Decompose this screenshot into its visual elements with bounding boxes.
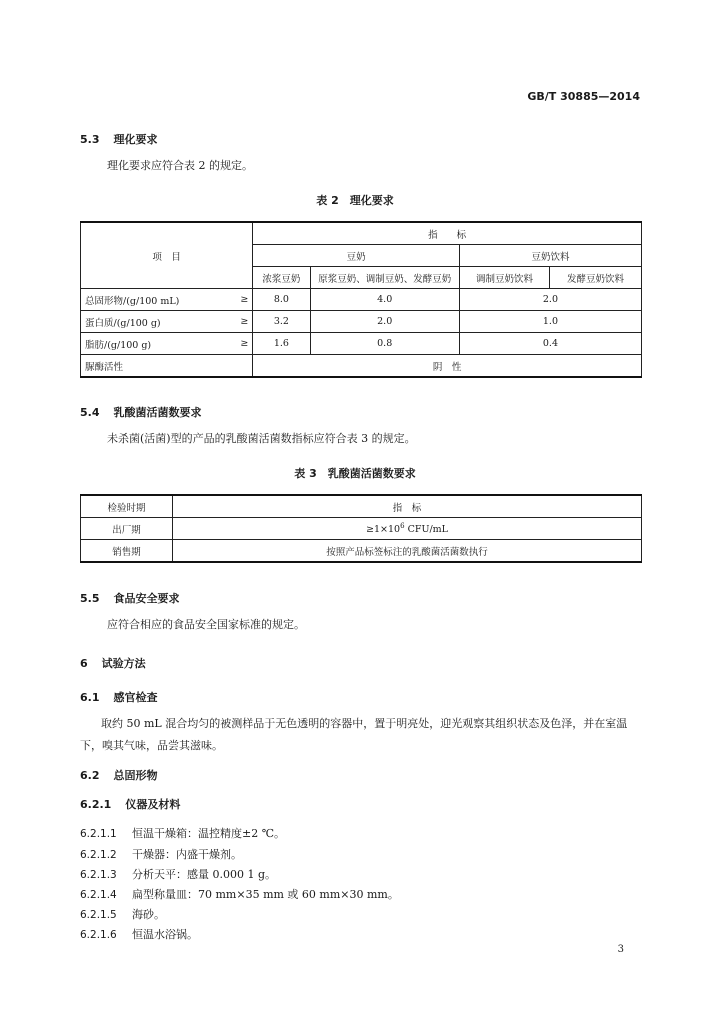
- table-2-caption: 表 2 理化要求: [316, 194, 394, 207]
- section-5-5-heading: [80, 590, 180, 606]
- section-title: 仪器及材料: [125, 798, 181, 811]
- value-exponent: 6: [400, 521, 405, 530]
- section-number: 5.5: [80, 592, 100, 605]
- row-item: 蛋白质/(g/100 g): [81, 311, 231, 333]
- cell-value: 0.8: [310, 333, 459, 355]
- section-6-1-heading: [80, 689, 158, 705]
- section-title: 乳酸菌活菌数要求: [113, 406, 202, 419]
- cell-value: 阴 性: [253, 355, 642, 378]
- section-number: 6.2: [80, 769, 100, 782]
- section-title: 理化要求: [113, 133, 158, 146]
- group-header-drink: 豆奶饮料: [459, 245, 641, 267]
- section-number: 6: [80, 657, 88, 670]
- cell-value: 4.0: [310, 289, 459, 311]
- cell-value: 1.0: [459, 311, 641, 333]
- list-item: [80, 886, 399, 902]
- item-text: 海砂。: [132, 908, 165, 921]
- table-row: [81, 518, 642, 540]
- section-title: 感官检查: [113, 691, 158, 704]
- item-number: 6.2.1.3: [80, 869, 117, 881]
- item-number: 6.2.1.2: [80, 849, 117, 861]
- list-item: [80, 866, 276, 882]
- cell-value: 2.0: [459, 289, 641, 311]
- standard-code: GB/T 30885—2014: [527, 90, 640, 103]
- item-number: 6.2.1.4: [80, 889, 117, 901]
- table-row: [81, 289, 642, 311]
- ge-symbol: ≥: [231, 289, 253, 311]
- period-cell: 出厂期: [81, 518, 173, 540]
- list-item: [80, 926, 198, 942]
- section-title: 总固形物: [113, 769, 158, 782]
- value-cell: 按照产品标签标注的乳酸菌活菌数执行: [173, 540, 642, 563]
- sub-col-header: 浓浆豆奶: [253, 267, 310, 289]
- value-cell: [173, 518, 642, 540]
- group-header-soymilk: 豆奶: [253, 245, 460, 267]
- value-prefix: ≥1×10: [366, 524, 401, 536]
- section-number: 5.4: [80, 406, 100, 419]
- ge-symbol: ≥: [231, 333, 253, 355]
- table-3: [80, 494, 642, 563]
- row-item: 脲酶活性: [81, 355, 253, 378]
- row-item: 脂肪/(g/100 g): [81, 333, 231, 355]
- item-number: 6.2.1.6: [80, 929, 117, 941]
- table-row: [81, 311, 642, 333]
- item-text: 扁型称量皿：70 mm×35 mm 或 60 mm×30 mm。: [132, 888, 399, 901]
- section-number: 5.3: [80, 133, 100, 146]
- section-5-5-text: 应符合相应的食品安全国家标准的规定。: [107, 618, 305, 631]
- col-header-item: 项 目: [81, 222, 253, 289]
- table-row: [81, 333, 642, 355]
- ge-symbol: ≥: [231, 311, 253, 333]
- item-text: 恒温干燥箱：温控精度±2 ℃。: [132, 827, 286, 840]
- section-6-2-heading: [80, 767, 158, 783]
- section-title: 试验方法: [101, 657, 146, 670]
- section-title: 食品安全要求: [113, 592, 180, 605]
- list-item: [80, 825, 285, 841]
- section-5-4-heading: [80, 404, 202, 420]
- item-number: 6.2.1.1: [80, 828, 117, 840]
- sub-col-header: 发酵豆奶饮料: [550, 267, 642, 289]
- col-header-period: 检验时期: [81, 495, 173, 518]
- col-header-indicator: 指 标: [253, 222, 642, 245]
- col-header-indicator: 指 标: [173, 495, 642, 518]
- table-2: [80, 221, 642, 378]
- cell-value: 2.0: [310, 311, 459, 333]
- section-number: 6.2.1: [80, 798, 112, 811]
- section-5-4-text: 未杀菌(活菌)型的产品的乳酸菌活菌数指标应符合表 3 的规定。: [107, 432, 416, 445]
- item-text: 干燥器：内盛干燥剂。: [132, 848, 242, 861]
- cell-value: 8.0: [253, 289, 310, 311]
- table-3-caption: 表 3 乳酸菌活菌数要求: [294, 467, 416, 480]
- cell-value: 0.4: [459, 333, 641, 355]
- sub-col-header: 原浆豆奶、调制豆奶、发酵豆奶: [310, 267, 459, 289]
- cell-value: 3.2: [253, 311, 310, 333]
- section-6-heading: [80, 655, 146, 671]
- list-item: [80, 846, 242, 862]
- cell-value: 1.6: [253, 333, 310, 355]
- section-number: 6.1: [80, 691, 100, 704]
- table-row: [81, 355, 642, 378]
- item-number: 6.2.1.5: [80, 909, 117, 921]
- period-cell: 销售期: [81, 540, 173, 563]
- section-6-1-text: 取约 50 mL 混合均匀的被测样品于无色透明的容器中，置于明亮处，迎光观察其组织状态及色泽，并在室温下，嗅其气味，品尝其滋味。: [80, 717, 628, 752]
- sub-col-header: 调制豆奶饮料: [459, 267, 549, 289]
- section-6-2-1-heading: [80, 796, 180, 812]
- row-item: 总固形物/(g/100 mL): [81, 289, 231, 311]
- value-unit: CFU/mL: [404, 524, 448, 536]
- item-text: 分析天平：感量 0.000 1 g。: [132, 868, 277, 881]
- section-5-3-heading: [80, 131, 158, 147]
- section-5-3-text: 理化要求应符合表 2 的规定。: [107, 159, 253, 172]
- table-row: [81, 540, 642, 563]
- item-text: 恒温水浴锅。: [132, 928, 198, 941]
- list-item: [80, 906, 165, 922]
- page-number: 3: [617, 944, 624, 955]
